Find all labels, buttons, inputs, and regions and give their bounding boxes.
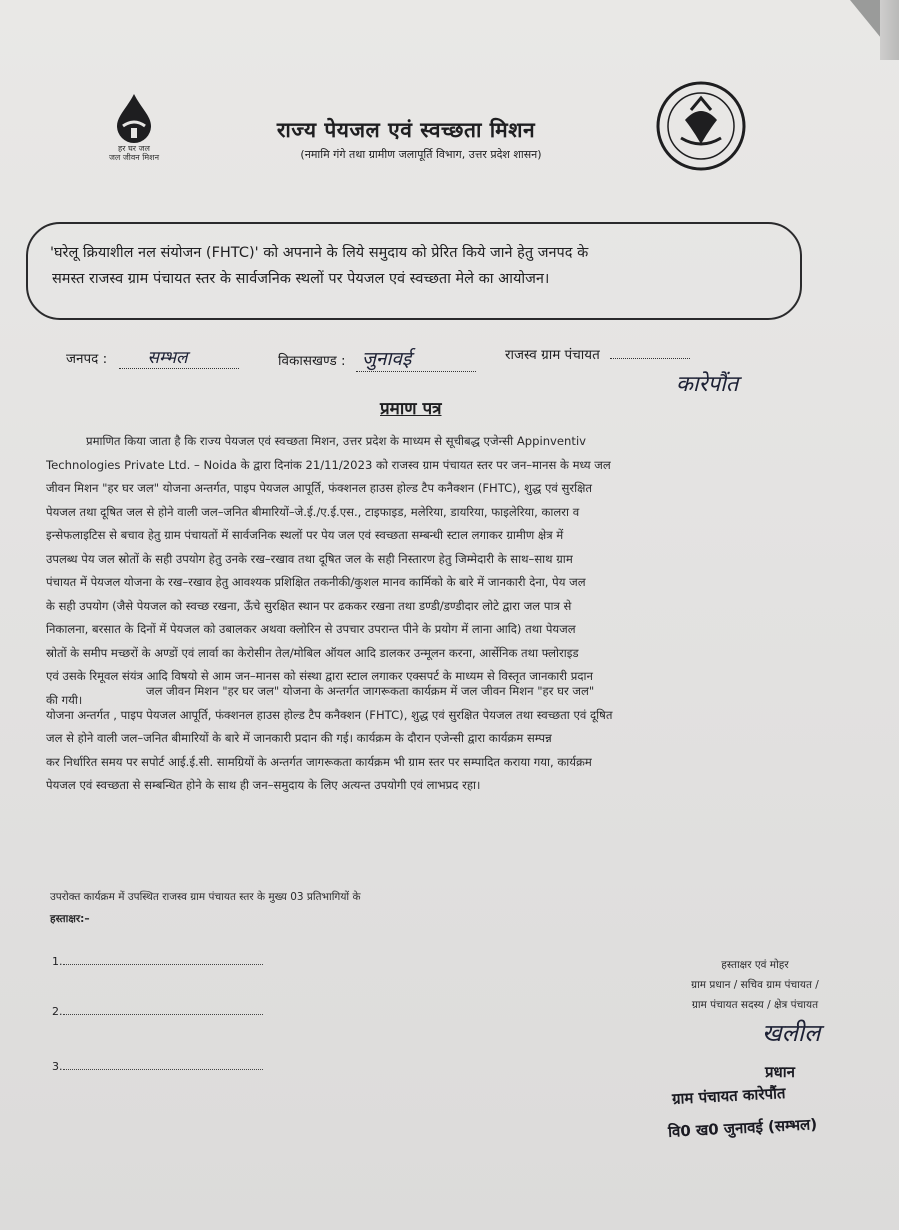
up-government-emblem [655, 80, 747, 172]
certificate-paragraph-1 [46, 430, 852, 712]
paragraph-line: इन्सेफलाइटिस से बचाव हेतु ग्राम पंचायतों में सार्वजनिक स्थलों पर पेय जल एवं स्वच्छता सम्बन्धी स्टाल लगाकर ग्रामीण क्षेत्र में [46, 528, 564, 542]
participants-intro: उपरोक्त कार्यक्रम में उपस्थित राजस्व ग्राम पंचायत स्तर के मुख्य 03 प्रतिभागियों के [50, 891, 361, 903]
jal-jeevan-logo [98, 92, 170, 172]
logo-tag-1: हर घर जल [118, 144, 150, 153]
paragraph-line: की गयी। [46, 692, 83, 707]
signature-line-1 [52, 955, 263, 968]
paragraph-line: प्रमाणित किया जाता है कि राज्य पेयजल एवं स्वच्छता मिशन, उत्तर प्रदेश के माध्यम से सूचीबद्ध एजेन्सी Appinventiv [86, 434, 587, 448]
block-label: विकासखण्ड : [278, 353, 346, 369]
signature-label: हस्ताक्षर:– [50, 913, 90, 925]
water-drop-icon [109, 92, 159, 144]
certificate-paragraph-2 [46, 680, 852, 798]
paragraph-line: स्रोतों के समीप मच्छरों के अण्डों एवं लार्वा का केरोसीन तेल/मोबिल ऑयल आदि डालकर उन्मूलन करना, आर्सेनिक तथा फ्लोराइड [46, 645, 579, 660]
stamp-line: ग्राम पंचायत सदस्य / क्षेत्र पंचायत [691, 999, 819, 1011]
block-value: जुनावई [361, 348, 412, 370]
district-label: जनपद : [66, 351, 108, 367]
paragraph-line: जीवन मिशन "हर घर जल" योजना अन्तर्गत, पाइप पेयजल आपूर्ति, फंक्शनल हाउस होल्ड टैप कनैक्शन (FHTC), शुद्ध एवं सुरक्षित [46, 481, 593, 495]
signature-number: 1. [52, 955, 63, 968]
district-field [66, 345, 239, 369]
seal-line: ग्राम पंचायत कारेपौंत [671, 1084, 786, 1108]
paragraph-line: जल से होने वाली जल–जनित बीमारियों के बारे में जानकारी प्रदान की गई। कार्यक्रम के दौरान एजेन्सी द्वारा कार्यक्रम सम्पन्न [46, 731, 552, 745]
panchayat-value: कारेपौंत [676, 372, 739, 397]
banner-line-1: 'घरेलू क्रियाशील नल संयोजन (FHTC)' को अपनाने के लिये समुदाय को प्रेरित किये जाने हेतु जनपद के [50, 245, 589, 261]
panchayat-label: राजस्व ग्राम पंचायत [505, 347, 600, 363]
logo-tag-2: जल जीवन मिशन [108, 153, 160, 162]
signature-line-2 [52, 1005, 263, 1018]
paragraph-line: निकालना, बरसात के दिनों में पेयजल को उबालकर अथवा क्लोरिन से उपचार उपरान्त पीने के प्रयोग में लाना आदि) तथा पेयजल [46, 622, 576, 636]
handwritten-signature: खलील [762, 1019, 821, 1047]
paragraph-line: जल जीवन मिशन "हर घर जल" योजना के अन्तर्गत जागरूकता कार्यक्रम में जल जीवन मिशन "हर घर जल" [146, 684, 595, 698]
banner-line-2: समस्त राजस्व ग्राम पंचायत स्तर के सार्वजनिक स्थलों पर पेयजल एवं स्वच्छता मेले का आयोजन। [52, 271, 550, 287]
signatory-block [640, 955, 870, 1015]
org-subtitle: (नमामि गंगे तथा ग्रामीण जलापूर्ति विभाग, उत्तर प्रदेश शासन) [300, 148, 542, 161]
block-field [278, 345, 476, 372]
stamp-line: ग्राम प्रधान / सचिव ग्राम पंचायत / [691, 979, 819, 991]
district-value: सम्भल [147, 348, 188, 368]
paragraph-line: कर निर्धारित समय पर सपोर्ट आई.ई.सी. सामग्रियों के अन्तर्गत जागरूकता कार्यक्रम भी ग्राम स्तर पर सम्पादित कराया गया, कार्यक्रम [46, 754, 592, 769]
panchayat-field [505, 345, 690, 363]
stamp-line: हस्ताक्षर एवं मोहर [721, 959, 789, 971]
signature-number: 2. [52, 1005, 63, 1018]
seal-line: प्रधान [765, 1063, 795, 1081]
paragraph-line: पेयजल तथा दूषित जल से होने वाली जल–जनित बीमारियों–जे.ई./ए.ई.एस., टाइफाइड, मलेरिया, डायरिया, फाइलेरिया, कालरा व [46, 504, 580, 519]
page-fold [880, 0, 899, 60]
signature-line-3 [52, 1060, 263, 1073]
paragraph-line: पंचायत में पेयजल योजना के रख–रखाव हेतु आवश्यक प्रशिक्षित तकनीकी/कुशल मानव कार्मिको के बारे में जानकारी देना, पेय जल [46, 575, 586, 589]
paragraph-line: पेयजल एवं स्वच्छता से सम्बन्धित होने के साथ ही जन–समुदाय के लिए अत्यन्त उपयोगी एवं लाभप्रद रहा। [46, 778, 481, 792]
paragraph-line: Technologies Private Ltd. – Noida के द्वारा दिनांक 21/11/2023 को राजस्व ग्राम पंचायत स्तर पर जन–मानस के मध्य जल [46, 457, 611, 472]
event-banner [26, 222, 802, 320]
seal-line: वि0 ख0 जुनावई (सम्भल) [667, 1115, 818, 1141]
certificate-title: प्रमाण पत्र [380, 399, 442, 419]
signature-number: 3. [52, 1060, 63, 1073]
paragraph-line: उपलब्ध पेय जल स्रोतों के सही उपयोग हेतु उनके रख–रखाव तथा दूषित जल के सही निस्तारण हेतु जिम्मेदारी के साथ–साथ ग्राम [46, 551, 573, 566]
paragraph-line: योजना अन्तर्गत , पाइप पेयजल आपूर्ति, फंक्शनल हाउस होल्ड टैप कनैक्शन (FHTC), शुद्ध एवं सुरक्षित पेयजल तथा स्वच्छता एवं दूषित [46, 707, 613, 722]
org-title: राज्य पेयजल एवं स्वच्छता मिशन [276, 118, 536, 142]
paragraph-line: एवं उसके रिमूवल संयंत्र आदि विषयो से आम जन–मानस को संस्था द्वारा स्टाल लगाकर एक्सपर्ट के माध्यम से विस्तृत जानकारी प्रदान [46, 669, 593, 683]
paragraph-line: के सही उपयोग (जैसे पेयजल को स्वच्छ रखना, ऊँचे सुरक्षित स्थान पर ढककर रखना तथा डण्डी/डण्डीदार लोटे द्वारा जल पात्र से [46, 598, 572, 613]
